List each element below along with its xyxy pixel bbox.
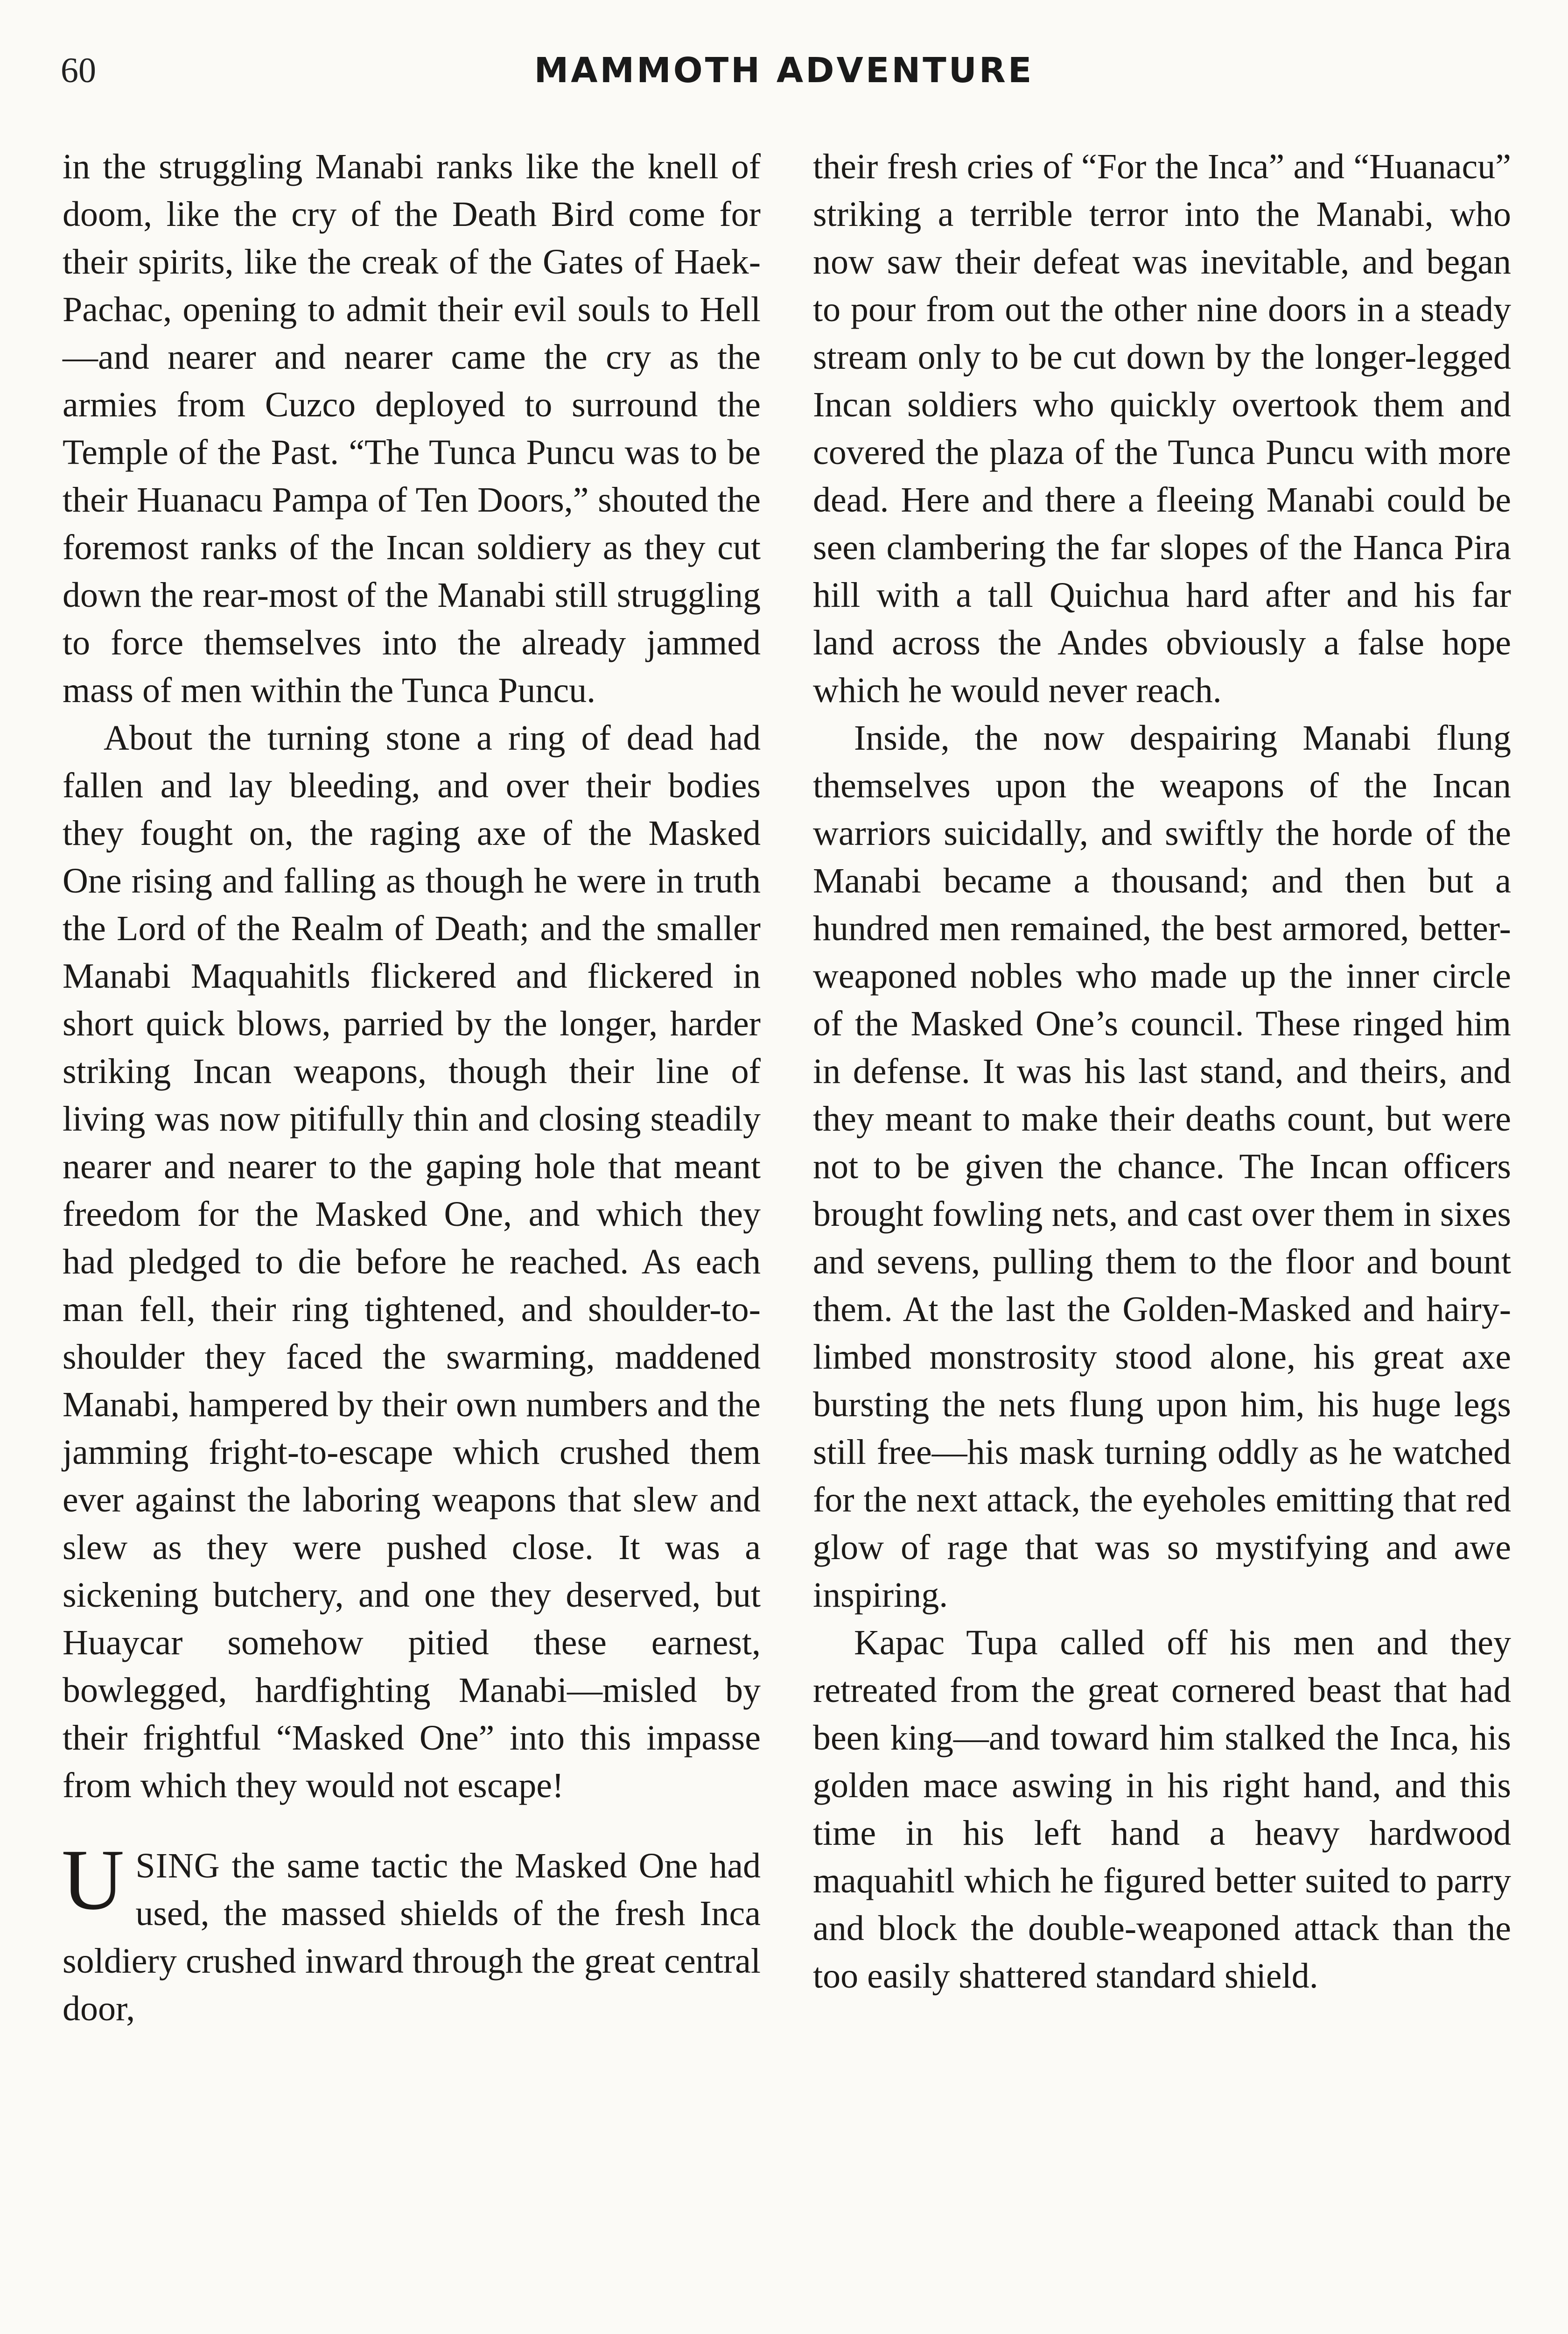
- paragraph-text: the same tactic the Masked One had used, the massed shields of the fresh Inca soldiery crushed inward through the great central door,: [63, 1846, 761, 2028]
- paragraph-continued: in the struggling Manabi ranks like the knell of doom, like the cry of the Death Bird come for their spirits, like the creak of the Gates of Haek-Pachac, opening to admit their evil souls to Hell—and nearer and nearer came the cry as the armies from Cuzco deployed to surround the Temple of the Past. “The Tunca Puncu was to be their Huanacu Pampa of Ten Doors,” shouted the foremost ranks of the Incan soldiery as they cut down the rear-most of the Manabi still struggling to force themselves into the already jammed mass of men within the Tunca Puncu.: [63, 147, 761, 710]
- small-caps-lead: SING: [135, 1846, 220, 1885]
- running-head: [61, 45, 1507, 96]
- paragraph: Inside, the now despairing Manabi flung themselves upon the weapons of the Incan warriors suicidally, and swiftly the horde of the Manabi became a thousand; and then but a hundred men remained, the best armored, better-weaponed nobles who made up the inner circle of the Masked One’s council. These ringed him in defense. It was his last stand, and theirs, and they meant to make their deaths count, but were not to be given the chance. The Incan officers brought fowling nets, and cast over them in sixes and sevens, pulling them to the floor and bount them. At the last the Golden-Masked and hairy-limbed monstrosity stood alone, his great axe bursting the nets flung upon him, his huge legs still free—his mask turning oddly as he watched for the next attack, the eyeholes emitting that red glow of rage that was so mystifying and awe inspiring.: [813, 718, 1511, 1615]
- magazine-title: MAMMOTH ADVENTURE: [534, 50, 1034, 91]
- page-number: 60: [61, 51, 96, 90]
- paragraph: Kapac Tupa called off his men and they retreated from the great cornered beast that had been king—and toward him stalked the Inca, his golden mace aswing in his right hand, and this time in his left hand a heavy hardwood maquahitl which he figured better suited to parry and block the double-weaponed attack than the too easily shattered standard shield.: [813, 1623, 1511, 1996]
- paragraph-continued: their fresh cries of “For the Inca” and “Huanacu” striking a terrible terror into the Manabi, who now saw their defeat was inevitable, and began to pour from out the other nine doors in a steady stream only to be cut down by the longer-legged Incan soldiers who quickly overtook them and covered the plaza of the Tunca Puncu with more dead. Here and there a fleeing Manabi could be seen clambering the far slopes of the Hanca Pira hill with a tall Quichua hard after and his far land across the Andes obviously a false hope which he would never reach.: [813, 147, 1511, 710]
- drop-cap: U: [62, 1832, 125, 1928]
- right-column: [813, 143, 1511, 2000]
- paragraph: About the turning stone a ring of dead had fallen and lay bleeding, and over their bodies they fought on, the raging axe of the Masked One rising and falling as though he were in truth the Lord of the Realm of Death; and the smaller Manabi Maquahitls flickered and flickered in short quick blows, parried by the longer, harder striking Incan weapons, though their line of living was now pitifully thin and closing steadily nearer and nearer to the gaping hole that meant freedom for the Masked One, and which they had pledged to die before he reached. As each man fell, their ring tightened, and shoulder-to-shoulder they faced the swarming, maddened Manabi, hampered by their own numbers and the jamming fright-to-escape which crushed them ever against the laboring weapons that slew and slew as they were pushed close. It was a sickening butchery, and one they deserved, but Huaycar somehow pitied these earnest, bowlegged, hardfighting Manabi—misled by their frightful “Masked One” into this impasse from which they would not escape!: [63, 718, 761, 1805]
- left-column: [63, 143, 761, 2032]
- section-opening-paragraph: [62, 1832, 761, 2032]
